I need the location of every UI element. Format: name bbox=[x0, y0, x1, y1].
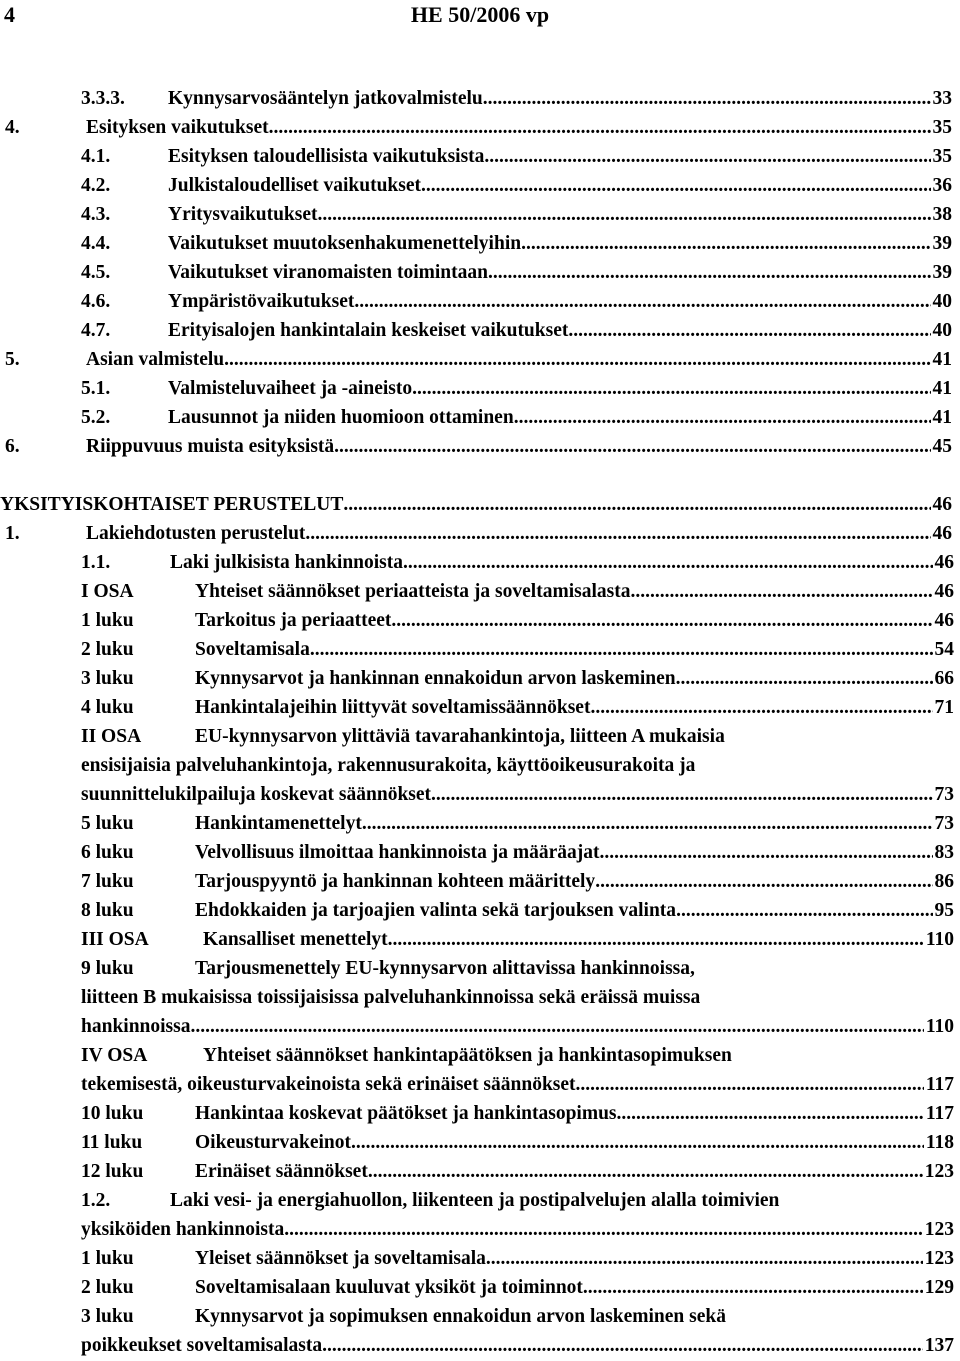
toc-entry[interactable] bbox=[0, 345, 960, 374]
toc-entry-title: Esityksen vaikutukset bbox=[86, 117, 269, 138]
toc-entry-title-last: hankinnoissa bbox=[81, 1016, 191, 1037]
toc-entry-number: 4.3. bbox=[81, 204, 111, 225]
dot-leader bbox=[600, 838, 933, 867]
toc-entry-number: 3 luku bbox=[81, 1306, 134, 1327]
toc-entry-page: 40 bbox=[932, 320, 952, 341]
toc-entry-number: 1 luku bbox=[81, 610, 134, 631]
dot-leader bbox=[676, 896, 932, 925]
toc-entry-page: 46 bbox=[932, 494, 952, 515]
dot-leader bbox=[318, 200, 931, 229]
toc-entry[interactable] bbox=[0, 1273, 960, 1302]
toc-entry-page: 83 bbox=[934, 842, 954, 863]
dot-leader bbox=[590, 693, 932, 722]
toc-entry-number: 12 luku bbox=[81, 1161, 144, 1182]
dot-leader bbox=[224, 345, 930, 374]
toc-entry[interactable] bbox=[0, 1302, 960, 1360]
toc-entry-page: 46 bbox=[934, 552, 954, 573]
dot-leader bbox=[322, 1331, 923, 1360]
toc-entry-page: 73 bbox=[934, 813, 954, 834]
toc-entry-page: 123 bbox=[924, 1248, 954, 1269]
toc-entry-number: 4.4. bbox=[81, 233, 111, 254]
toc-entry[interactable] bbox=[0, 896, 960, 925]
dot-leader bbox=[576, 1070, 924, 1099]
dot-leader bbox=[368, 1157, 923, 1186]
toc-entry-number: 5.2. bbox=[81, 407, 111, 428]
toc-entry-page: 123 bbox=[924, 1219, 954, 1240]
dot-leader bbox=[484, 142, 930, 171]
toc-entry-page: 36 bbox=[932, 175, 952, 196]
toc-entry-title: Tarkoitus ja periaatteet bbox=[195, 610, 392, 631]
toc-entry-number: 4.7. bbox=[81, 320, 111, 341]
toc-entry-number: 3 luku bbox=[81, 668, 134, 689]
dot-leader bbox=[191, 1012, 924, 1041]
toc-entry-title: Kynnysarvot ja sopimuksen ennakoidun arvon laskeminen sekä bbox=[195, 1306, 726, 1327]
toc-entry[interactable] bbox=[0, 113, 960, 142]
toc-entry[interactable] bbox=[0, 490, 960, 519]
toc-entry-number: 6. bbox=[5, 436, 20, 457]
toc-entry-title: Yhteiset säännökset periaatteista ja soveltamisalasta bbox=[195, 581, 631, 602]
toc-entry-title: Kansalliset menettelyt bbox=[203, 929, 388, 950]
toc-entry-page: 54 bbox=[934, 639, 954, 660]
toc-entry-number: 6 luku bbox=[81, 842, 134, 863]
toc-entry[interactable] bbox=[0, 374, 960, 403]
toc-entry-number: 4.6. bbox=[81, 291, 111, 312]
toc-entry-page: 33 bbox=[932, 88, 952, 109]
table-of-contents bbox=[0, 84, 960, 1360]
dot-leader bbox=[310, 635, 933, 664]
toc-entry[interactable] bbox=[0, 1244, 960, 1273]
toc-entry-title: Hankintaa koskevat päätökset ja hankintasopimus bbox=[195, 1103, 617, 1124]
toc-entry-page: 137 bbox=[924, 1335, 954, 1356]
dot-leader bbox=[583, 1273, 923, 1302]
dot-leader bbox=[676, 664, 933, 693]
toc-entry[interactable] bbox=[0, 84, 960, 113]
toc-entry-number: I OSA bbox=[81, 581, 134, 602]
toc-entry-title: Riippuvuus muista esityksistä bbox=[86, 436, 335, 457]
toc-entry-page: 39 bbox=[932, 262, 952, 283]
page-header bbox=[0, 2, 960, 32]
dot-leader bbox=[284, 1215, 923, 1244]
dot-leader bbox=[521, 229, 930, 258]
dot-leader bbox=[351, 1128, 924, 1157]
toc-entry-title: YKSITYISKOHTAISET PERUSTELUT bbox=[0, 494, 344, 515]
toc-entry-page: 129 bbox=[924, 1277, 954, 1298]
toc-entry-number: 1.1. bbox=[81, 552, 111, 573]
dot-leader bbox=[488, 258, 931, 287]
toc-entry-title-continued: ensisijaisia palveluhankintoja, rakennusurakoita, käyttöoikeusurakoita ja bbox=[81, 755, 696, 776]
toc-entry[interactable] bbox=[0, 548, 960, 577]
toc-entry-number: 1.2. bbox=[81, 1190, 111, 1211]
toc-entry-number: 5.1. bbox=[81, 378, 111, 399]
toc-entry[interactable] bbox=[0, 925, 960, 954]
toc-entry-page: 73 bbox=[934, 784, 954, 805]
dot-leader bbox=[305, 519, 930, 548]
dot-leader bbox=[269, 113, 931, 142]
page-number: 4 bbox=[4, 2, 15, 27]
toc-entry-title: Yritysvaikutukset bbox=[168, 204, 318, 225]
toc-entry-title: Yhteiset säännökset hankintapäätöksen ja hankintasopimuksen bbox=[203, 1045, 732, 1066]
toc-entry[interactable] bbox=[0, 519, 960, 548]
dot-leader bbox=[630, 577, 932, 606]
toc-entry-page: 71 bbox=[934, 697, 954, 718]
toc-entry-page: 46 bbox=[934, 610, 954, 631]
toc-entry-title: Julkistaloudelliset vaikutukset bbox=[168, 175, 422, 196]
dot-leader bbox=[343, 490, 930, 519]
toc-entry-title: Laki julkisista hankinnoista bbox=[170, 552, 404, 573]
toc-entry[interactable] bbox=[0, 229, 960, 258]
toc-entry-title: Ehdokkaiden ja tarjoajien valinta sekä tarjouksen valinta bbox=[195, 900, 677, 921]
toc-entry[interactable] bbox=[0, 403, 960, 432]
toc-entry[interactable] bbox=[0, 693, 960, 722]
toc-entry-page: 110 bbox=[925, 1016, 954, 1037]
toc-entry-title: Asian valmistelu bbox=[86, 349, 225, 370]
toc-entry-page: 123 bbox=[924, 1161, 954, 1182]
dot-leader bbox=[388, 925, 924, 954]
dot-leader bbox=[568, 316, 930, 345]
toc-entry-title: Vaikutukset muutoksenhakumenettelyihin bbox=[168, 233, 522, 254]
spacer bbox=[0, 461, 960, 490]
toc-entry-title: Hankintalajeihin liittyvät soveltamissäännökset bbox=[195, 697, 591, 718]
toc-entry[interactable] bbox=[0, 838, 960, 867]
toc-entry[interactable] bbox=[0, 287, 960, 316]
toc-entry-page: 45 bbox=[932, 436, 952, 457]
toc-entry-title: Erityisalojen hankintalain keskeiset vaikutukset bbox=[168, 320, 569, 341]
dot-leader bbox=[421, 171, 930, 200]
toc-entry-number: 1 luku bbox=[81, 1248, 134, 1269]
toc-entry-title: Laki vesi- ja energiahuollon, liikenteen ja postipalvelujen alalla toimivien bbox=[170, 1190, 780, 1211]
dot-leader bbox=[617, 1099, 924, 1128]
toc-entry[interactable] bbox=[0, 635, 960, 664]
toc-entry-page: 39 bbox=[932, 233, 952, 254]
toc-entry-number: 4.1. bbox=[81, 146, 111, 167]
toc-entry[interactable] bbox=[0, 1157, 960, 1186]
dot-leader bbox=[431, 780, 932, 809]
toc-entry-title: Esityksen taloudellisista vaikutuksista bbox=[168, 146, 485, 167]
dot-leader bbox=[486, 1244, 923, 1273]
toc-entry-number: 8 luku bbox=[81, 900, 134, 921]
toc-entry-number: 4 luku bbox=[81, 697, 134, 718]
toc-entry[interactable] bbox=[0, 1186, 960, 1244]
toc-entry-number: IV OSA bbox=[81, 1045, 148, 1066]
toc-entry-number: 5. bbox=[5, 349, 20, 370]
toc-entry-page: 110 bbox=[925, 929, 954, 950]
toc-entry-title-last: yksiköiden hankinnoista bbox=[81, 1219, 285, 1240]
dot-leader bbox=[334, 432, 930, 461]
dot-leader bbox=[362, 809, 933, 838]
toc-entry-title: Kynnysarvosääntelyn jatkovalmistelu bbox=[168, 88, 483, 109]
toc-entry-title: Ympäristövaikutukset bbox=[168, 291, 355, 312]
toc-entry-page: 46 bbox=[934, 581, 954, 602]
toc-entry-page: 66 bbox=[934, 668, 954, 689]
toc-entry-page: 40 bbox=[932, 291, 952, 312]
toc-entry[interactable] bbox=[0, 722, 960, 809]
toc-entry-title-last: suunnittelukilpailuja koskevat säännökset bbox=[81, 784, 432, 805]
toc-entry-number: 5 luku bbox=[81, 813, 134, 834]
toc-entry-page: 41 bbox=[932, 378, 952, 399]
toc-entry[interactable] bbox=[0, 954, 960, 1041]
toc-entry-page: 46 bbox=[932, 523, 952, 544]
toc-entry-page: 35 bbox=[932, 117, 952, 138]
toc-entry-page: 117 bbox=[925, 1103, 954, 1124]
toc-entry-page: 118 bbox=[925, 1132, 954, 1153]
toc-entry-page: 86 bbox=[934, 871, 954, 892]
toc-entry-title: Lakiehdotusten perustelut bbox=[86, 523, 306, 544]
toc-entry[interactable] bbox=[0, 200, 960, 229]
toc-entry[interactable] bbox=[0, 258, 960, 287]
toc-entry-title: Soveltamisalaan kuuluvat yksiköt ja toiminnot bbox=[195, 1277, 583, 1298]
toc-entry-title: Tarjousmenettely EU-kynnysarvon alittavissa hankinnoissa, bbox=[195, 958, 695, 979]
dot-leader bbox=[354, 287, 930, 316]
toc-entry-number: 1. bbox=[5, 523, 20, 544]
toc-entry-title: Yleiset säännökset ja soveltamisala bbox=[195, 1248, 486, 1269]
toc-entry[interactable] bbox=[0, 577, 960, 606]
toc-entry-title-last: poikkeukset soveltamisalasta bbox=[81, 1335, 323, 1356]
toc-entry-number: 9 luku bbox=[81, 958, 134, 979]
toc-entry-title: Vaikutukset viranomaisten toimintaan bbox=[168, 262, 488, 283]
toc-entry-page: 95 bbox=[934, 900, 954, 921]
toc-entry-number: 10 luku bbox=[81, 1103, 144, 1124]
toc-entry-number: 4. bbox=[5, 117, 20, 138]
toc-entry[interactable] bbox=[0, 171, 960, 200]
document-title: HE 50/2006 vp bbox=[410, 2, 550, 27]
toc-entry-number: 2 luku bbox=[81, 1277, 134, 1298]
toc-entry[interactable] bbox=[0, 664, 960, 693]
toc-entry[interactable] bbox=[0, 606, 960, 635]
toc-entry-number: 11 luku bbox=[81, 1132, 143, 1153]
dot-leader bbox=[391, 606, 932, 635]
toc-entry-number: 3.3.3. bbox=[81, 88, 125, 109]
toc-entry-page: 117 bbox=[925, 1074, 954, 1095]
toc-entry-title: Lausunnot ja niiden huomioon ottaminen bbox=[168, 407, 514, 428]
toc-entry-page: 35 bbox=[932, 146, 952, 167]
dot-leader bbox=[412, 374, 930, 403]
toc-entry-title: Oikeusturvakeinot bbox=[195, 1132, 352, 1153]
toc-entry[interactable] bbox=[0, 1041, 960, 1099]
toc-entry[interactable] bbox=[0, 867, 960, 896]
toc-entry-number: 2 luku bbox=[81, 639, 134, 660]
toc-entry-page: 38 bbox=[932, 204, 952, 225]
toc-entry-page: 41 bbox=[932, 407, 952, 428]
toc-entry-title-last: tekemisestä, oikeusturvakeinoista sekä erinäiset säännökset bbox=[81, 1074, 576, 1095]
toc-entry-title-continued: liitteen B mukaisissa toissijaisissa palveluhankinnoissa sekä eräissä muissa bbox=[81, 987, 701, 1008]
toc-entry-number: II OSA bbox=[81, 726, 142, 747]
toc-entry-number: 4.2. bbox=[81, 175, 111, 196]
toc-entry[interactable] bbox=[0, 316, 960, 345]
dot-leader bbox=[514, 403, 931, 432]
toc-entry-title: Hankintamenettelyt bbox=[195, 813, 362, 834]
toc-entry[interactable] bbox=[0, 1099, 960, 1128]
toc-entry[interactable] bbox=[0, 142, 960, 171]
toc-entry-number: 7 luku bbox=[81, 871, 134, 892]
toc-entry-title: Soveltamisala bbox=[195, 639, 310, 660]
toc-entry-title: Tarjouspyyntö ja hankinnan kohteen määrittely bbox=[195, 871, 596, 892]
toc-entry-title: Kynnysarvot ja hankinnan ennakoidun arvon laskeminen bbox=[195, 668, 676, 689]
toc-entry-number: 4.5. bbox=[81, 262, 111, 283]
toc-entry-title: Valmisteluvaiheet ja -aineisto bbox=[168, 378, 413, 399]
toc-entry-number: III OSA bbox=[81, 929, 149, 950]
toc-entry-title: EU-kynnysarvon ylittäviä tavarahankintoja, liitteen A mukaisia bbox=[195, 726, 725, 747]
dot-leader bbox=[595, 867, 932, 896]
toc-entry-title: Velvollisuus ilmoittaa hankinnoista ja määräajat bbox=[195, 842, 600, 863]
toc-entry[interactable] bbox=[0, 1128, 960, 1157]
toc-entry-page: 41 bbox=[932, 349, 952, 370]
dot-leader bbox=[483, 84, 931, 113]
toc-entry-title: Erinäiset säännökset bbox=[195, 1161, 368, 1182]
toc-entry[interactable] bbox=[0, 432, 960, 461]
toc-entry[interactable] bbox=[0, 809, 960, 838]
dot-leader bbox=[403, 548, 932, 577]
